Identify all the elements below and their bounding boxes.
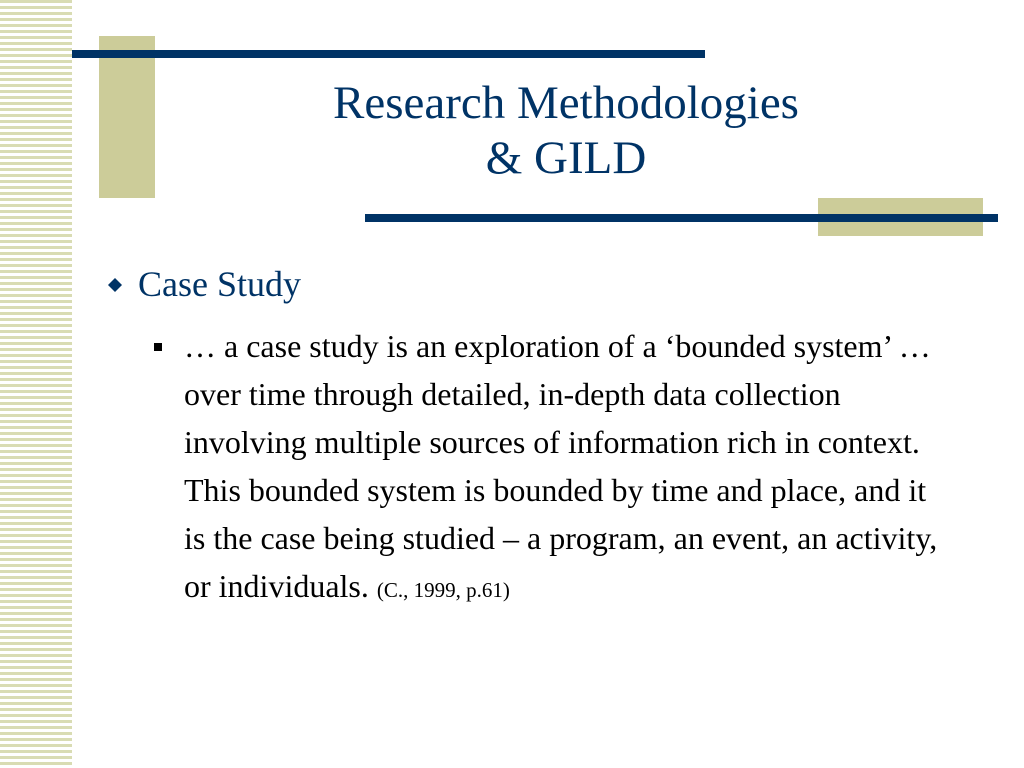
bullet-level-2 <box>154 322 954 614</box>
decorative-navy-bar-bottom <box>365 214 998 222</box>
decorative-navy-bar-top <box>72 50 705 58</box>
citation: (C., 1999, p.61) <box>376 578 510 602</box>
decorative-khaki-block-left <box>99 36 155 198</box>
bullet-level-1 <box>108 258 301 310</box>
decorative-stripe-band <box>0 0 72 768</box>
slide-title-line-1: Research Methodologies <box>333 77 799 129</box>
square-bullet-icon <box>154 343 162 351</box>
slide-title-line-2: & GILD <box>485 132 647 184</box>
case-study-definition: … a case study is an exploration of a ‘bounded system’ … over time through detailed, in-depth data collection involving multiple sources of information rich in context. This bounded system is bounded by time and place, and it is the case being studied – a program, an event, an activity, or individuals. <box>184 328 938 604</box>
slide-title <box>200 76 932 186</box>
bullet-level-1-text: Case Study <box>138 264 302 304</box>
bullet-level-2-text-block <box>184 322 954 614</box>
diamond-bullet-icon <box>108 278 122 292</box>
